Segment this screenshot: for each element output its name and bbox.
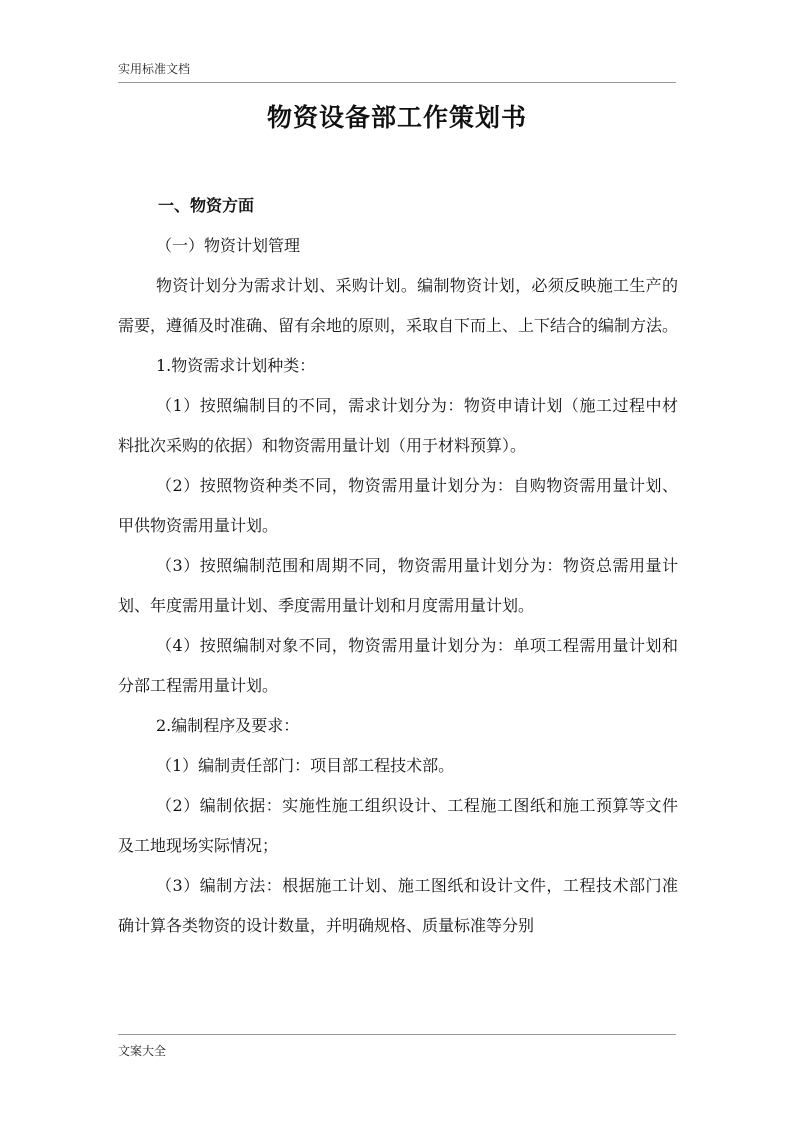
page-footer: 文案大全 <box>118 1044 167 1058</box>
list-heading: 2.编制程序及要求： <box>156 716 300 735</box>
list-item: （3）编制方法：根据施工计划、施工图纸和设计文件，工程技术部门准确计算各类物资的设计数量，并明确规格、质量标准等分别 <box>118 876 678 935</box>
list-item: （1）按照编制目的不同，需求计划分为：物资申请计划（施工过程中材料批次采购的依据）和物资需用量计划（用于材料预算）。 <box>118 396 678 455</box>
document-title: 物资设备部工作策划书 <box>266 103 527 132</box>
document-body <box>118 186 678 946</box>
page-header: 实用标准文档 <box>118 62 191 76</box>
header-divider <box>118 82 676 83</box>
footer-divider <box>118 1034 676 1035</box>
list-item: （3）按照编制范围和周期不同，物资需用量计划分为：物资总需用量计划、年度需用量计划、季度需用量计划和月度需用量计划。 <box>118 556 678 615</box>
list-item: （4）按照编制对象不同，物资需用量计划分为：单项工程需用量计划和分部工程需用量计划。 <box>118 636 678 695</box>
subsection-heading: （一）物资计划管理 <box>156 236 301 255</box>
body-paragraph: 物资计划分为需求计划、采购计划。编制物资计划，必须反映施工生产的需要，遵循及时准确、留有余地的原则，采取自下而上、上下结合的编制方法。 <box>118 276 679 335</box>
section-heading: 一、物资方面 <box>158 196 255 215</box>
list-item: （1）编制责任部门：项目部工程技术部。 <box>156 756 455 775</box>
list-item: （2）按照物资种类不同，物资需用量计划分为：自购物资需用量计划、甲供物资需用量计划。 <box>118 476 678 535</box>
list-heading: 1.物资需求计划种类： <box>156 356 316 375</box>
list-item: （2）编制依据：实施性施工组织设计、工程施工图纸和施工预算等文件及工地现场实际情况； <box>118 796 678 855</box>
